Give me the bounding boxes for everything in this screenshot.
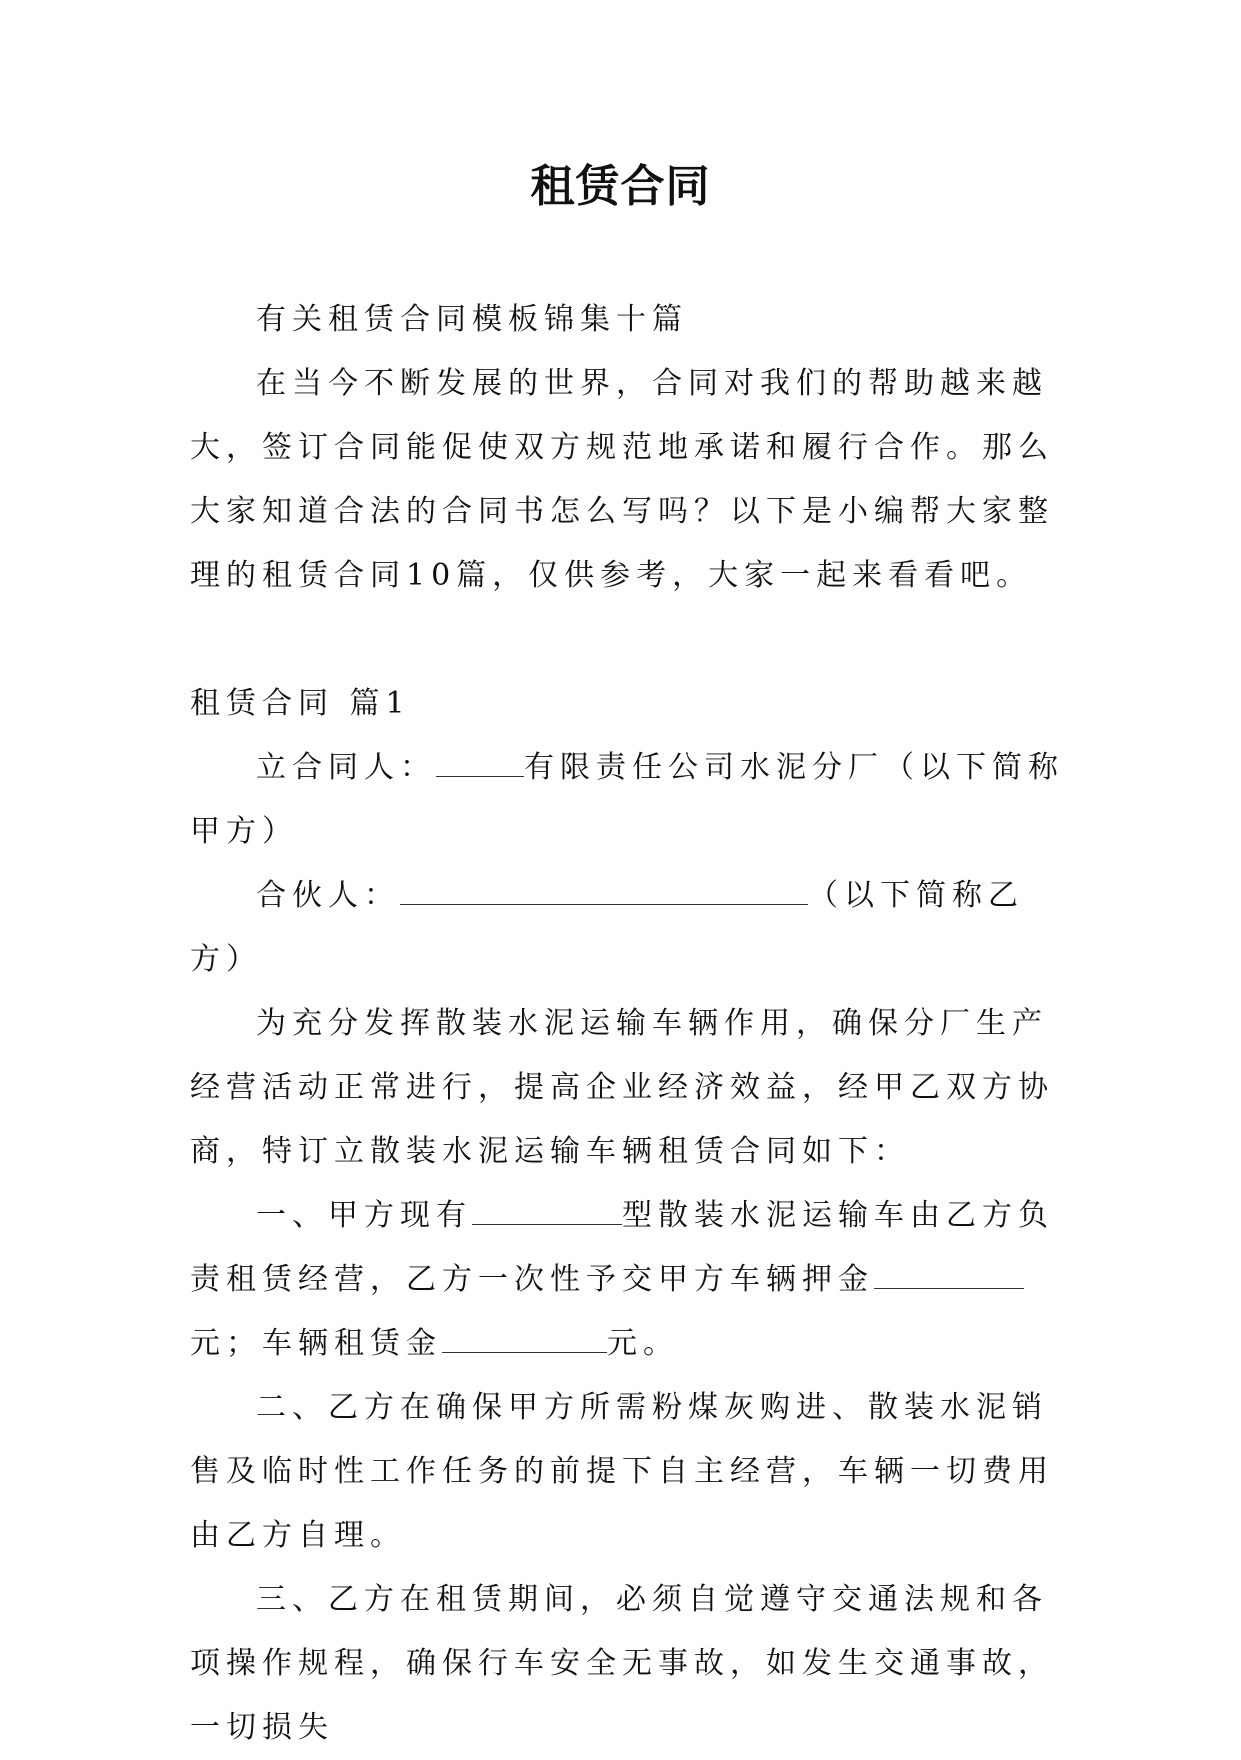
party-a-line (190, 736, 1070, 864)
deposit-blank (874, 1257, 1024, 1290)
document-subtitle: 有关租赁合同模板锦集十篇 (256, 302, 688, 337)
rent-blank (442, 1321, 607, 1354)
party-b-blank (400, 873, 808, 906)
party-a-label: 立合同人： (256, 750, 436, 785)
purpose-paragraph: 为充分发挥散装水泥运输车辆作用，确保分厂生产经营活动正常进行，提高企业经济效益，经甲乙双方协商，特订立散装水泥运输车辆租赁合同如下： (190, 1006, 1054, 1169)
clause-1-part-b: 型散装水泥运输车由乙方负责租赁经营，乙方一次性予交甲方车辆押金 (190, 1198, 1054, 1297)
section-heading: 租赁合同 篇1 (190, 686, 411, 721)
clause-3: 三、乙方在租赁期间，必须自觉遵守交通法规和各项操作规程，确保行车安全无事故，如发生交通事故，一切损失 (190, 1582, 1054, 1745)
vehicle-model-blank (472, 1193, 622, 1226)
document-title: 租赁合同 (530, 161, 711, 212)
intro-paragraph: 在当今不断发展的世界，合同对我们的帮助越来越大，签订合同能促使双方规范地承诺和履行合作。那么大家知道合法的合同书怎么写吗？以下是小编帮大家整理的租赁合同10篇，仅供参考，大家一起来看看吧。 (190, 366, 1054, 593)
party-b-suffix: （以下简称乙方） (190, 878, 1024, 977)
party-a-blank (436, 745, 524, 778)
party-b-label: 合伙人： (256, 878, 400, 913)
section-spacer (190, 608, 1070, 672)
party-a-suffix: 有限责任公司水泥分厂（以下简称甲方） (190, 750, 1064, 849)
party-b-line (190, 864, 1070, 992)
clause-1-part-d: 元。 (607, 1326, 679, 1361)
clause-1-part-a: 一、甲方现有 (256, 1198, 472, 1233)
document-body (190, 288, 1070, 1760)
clause-1-part-c: 元；车辆租赁金 (190, 1326, 442, 1361)
clause-1 (190, 1184, 1070, 1376)
clause-2: 二、乙方在确保甲方所需粉煤灰购进、散装水泥销售及临时性工作任务的前提下自主经营，车辆一切费用由乙方自理。 (190, 1390, 1054, 1553)
